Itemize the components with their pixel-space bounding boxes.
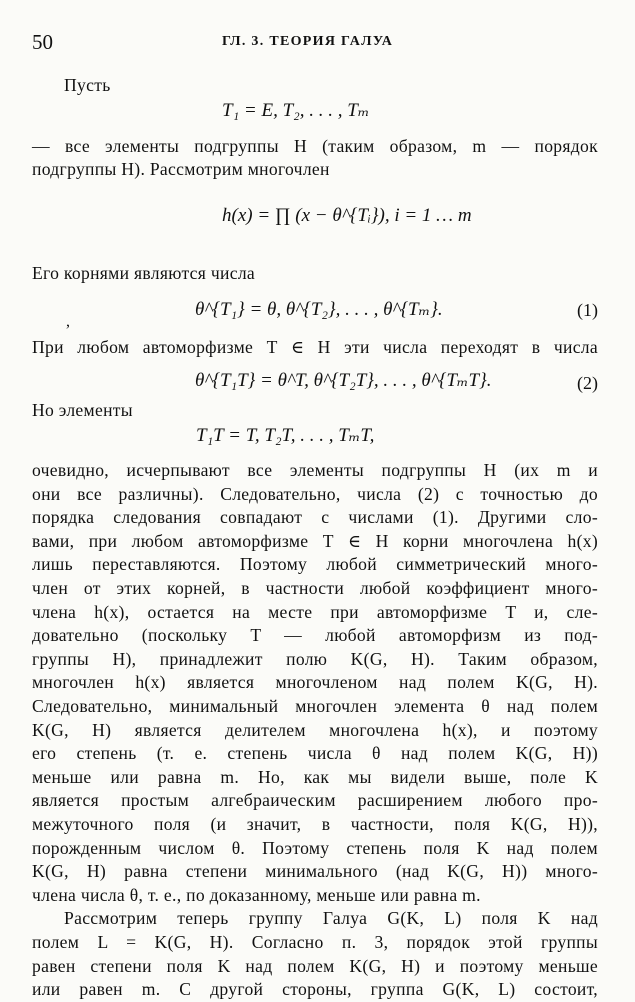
paragraph-line: — все элементы подгруппы H (таким образом, m — порядок xyxy=(32,136,598,156)
equation-polynomial: h(x) = ∏ (x − θ^{Tᵢ}), i = 1 … m xyxy=(222,205,472,226)
text-line: K(G, H) является делителем многочлена h(x), и поэтому xyxy=(32,719,598,740)
text-line: очевидно, исчерпывают все элементы подгруппы H (их m и xyxy=(32,460,598,480)
text-line: его степень (т. е. степень числа θ над полем K(G, H)) xyxy=(32,743,598,764)
equation-products: T₁T = T, T₂T, . . . , TₘT, xyxy=(196,425,375,446)
equation-2: θ^{T₁T} = θ^T, θ^{T₂T}, . . . , θ^{TₘT}. xyxy=(195,370,492,391)
page-number: 50 xyxy=(32,30,53,54)
equation-subgroup-elements: T₁ = E, T₂, . . . , Tₘ xyxy=(222,100,370,121)
text-line: лишь переставляются. Поэтому любой симметрический много- xyxy=(32,554,598,575)
text-line: они все различны). Следовательно, числа (2) с точностью до xyxy=(32,483,598,504)
text-line: равен степени поля K над полем K(G, H) и поэтому меньше xyxy=(32,955,598,976)
paragraph-elements: Но элементы xyxy=(32,400,133,420)
paragraph-line: подгруппы H). Рассмотрим многочлен xyxy=(32,159,330,179)
text-line: порядка следования совпадают с числами (1). Другими сло- xyxy=(32,507,598,528)
text-line: или равен m. С другой стороны, группа G(K, L) состоит, xyxy=(32,979,598,1000)
paragraph-roots: Его корнями являются числа xyxy=(32,263,256,283)
text-line: довательно (поскольку T — любой автоморфизм из под- xyxy=(32,625,598,646)
equation-number-2: (2) xyxy=(577,373,598,393)
running-title: ГЛ. 3. ТЕОРИЯ ГАЛУА xyxy=(222,34,394,49)
equation-1: θ^{T₁} = θ, θ^{T₂}, . . . , θ^{Tₘ}. xyxy=(195,299,443,320)
paragraph-intro: Пусть xyxy=(64,75,111,95)
text-line: является простым алгебраическим расширением любого про- xyxy=(32,790,598,811)
text-line: межуточного поля (и значит, в частности, поля K(G, H)), xyxy=(32,814,598,834)
page-header xyxy=(32,30,603,56)
text-line: вами, при любом автоморфизме T ∈ H корни многочлена h(x) xyxy=(32,530,598,551)
text-line: многочлен h(x) является многочленом над полем K(G, H). xyxy=(32,672,598,693)
text-line: порожденным числом θ. Поэтому степень поля K над полем xyxy=(32,837,598,858)
text-line: K(G, H) равна степени минимального (над K(G, H)) много- xyxy=(32,861,598,882)
text-line: член от этих корней, в частности любой коэффициент много- xyxy=(32,578,598,598)
text-line: группы H), принадлежит полю K(G, H). Таким образом, xyxy=(32,648,598,669)
paragraph-automorphism: При любом автоморфизме T ∈ H эти числа переходят в числа xyxy=(32,337,598,357)
text-line: полем L = K(G, H). Согласно п. 3, порядок этой группы xyxy=(32,932,598,952)
text-line: меньше или равна m. Но, как мы видели выше, поле K xyxy=(32,766,598,787)
text-line: Рассмотрим теперь группу Галуа G(K, L) поля K над xyxy=(64,908,598,929)
text-line: члена h(x), остается на месте при автоморфизме T и, сле- xyxy=(32,601,598,622)
text-line: Следовательно, минимальный многочлен элемента θ над полем xyxy=(32,696,598,716)
stray-mark: , xyxy=(66,313,70,330)
text-line: члена числа θ, т. е., по доказанному, меньше или равна m. xyxy=(32,884,481,905)
equation-number-1: (1) xyxy=(577,300,598,320)
